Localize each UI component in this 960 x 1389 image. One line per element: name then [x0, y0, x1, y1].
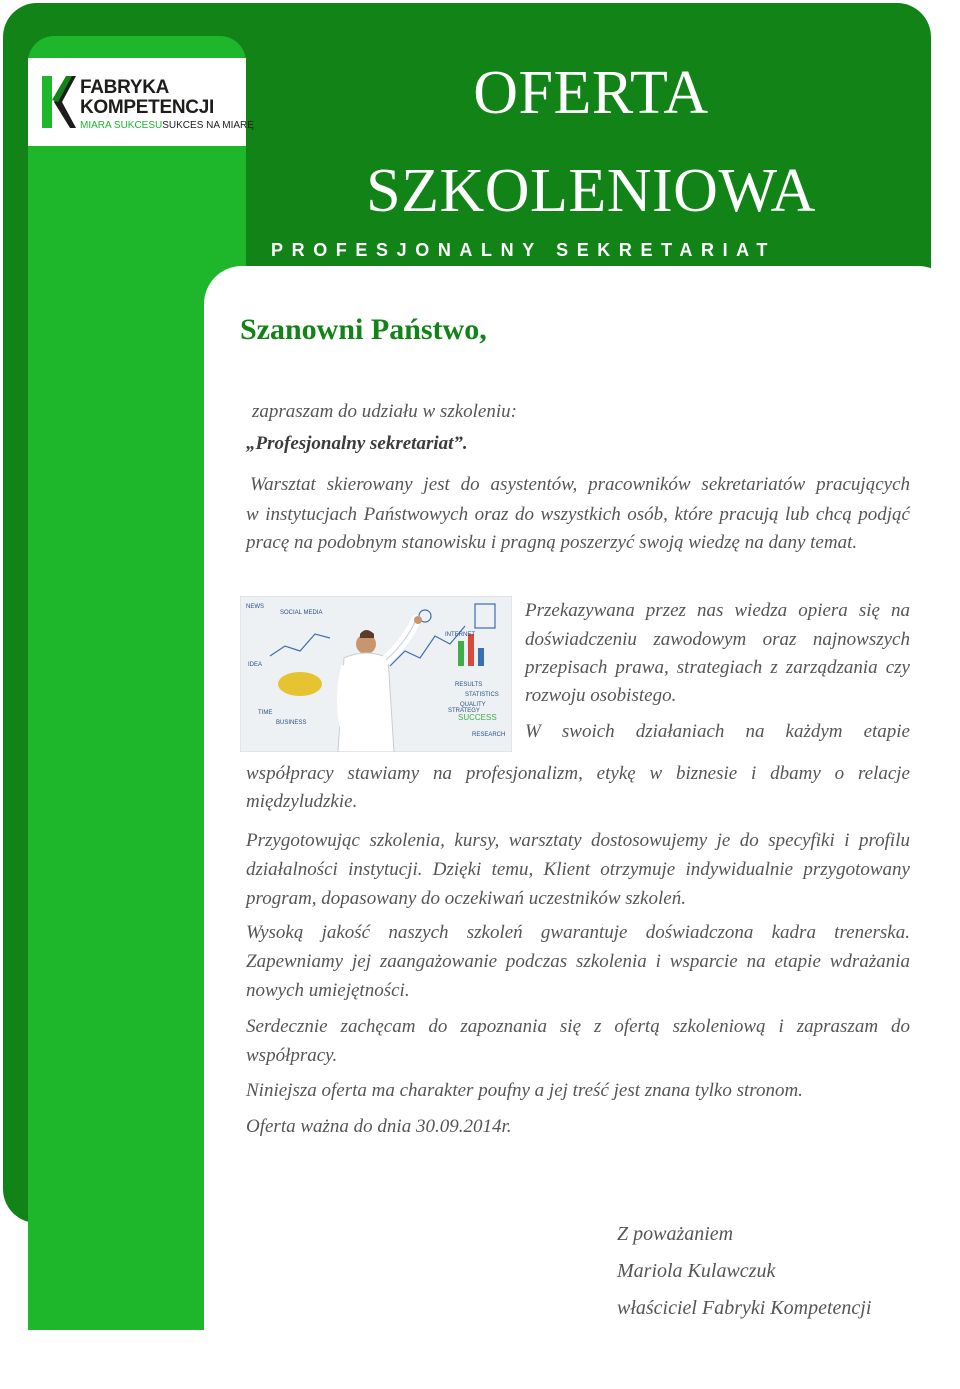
actions-paragraph-rest: współpracy stawiamy na profesjonalizm, etykę w biznesie i dbamy o relacje międzyludzkie. — [246, 763, 910, 812]
logo-k-mark-icon — [42, 72, 76, 132]
whiteboard-label: IDEA — [248, 662, 263, 668]
logo-name-line1: FABRYKA — [80, 77, 170, 98]
letter-greeting: Szanowni Państwo, — [240, 313, 487, 346]
intro-line: Warsztat skierowany jest do asystentów, pracowników sekretariatów pracujących — [250, 474, 910, 495]
page-title-line1: OFERTA — [473, 59, 709, 127]
signature-name: Mariola Kulawczuk — [617, 1260, 776, 1282]
business-whiteboard-photo — [240, 596, 512, 752]
logo-tagline — [80, 120, 254, 132]
whiteboard-label: NEWS — [246, 604, 264, 610]
knowledge-line: rozwoju osobistego. — [525, 685, 677, 706]
course-name: „Profesjonalny sekretariat”. — [246, 433, 468, 454]
whiteboard-label: STATISTICS — [465, 692, 499, 698]
signature-role: właściciel Fabryki Kompetencji — [617, 1297, 872, 1319]
quality-paragraph: Wysoką jakość naszych szkoleń gwarantuje doświadczona kadra trenerska. Zapewniamy jej zaangażowanie podczas szkolenia i wsparcie na etapie wdrażania nowych umiejętności. — [246, 922, 910, 1001]
knowledge-line: przepisach prawa, strategiach z zarządzania czy — [525, 657, 910, 678]
whiteboard-label: RESULTS — [455, 682, 483, 688]
whiteboard-label: SUCCESS — [458, 713, 497, 722]
signature-closing: Z poważaniem — [617, 1223, 734, 1245]
logo-name-line2: KOMPETENCJI — [80, 97, 214, 118]
page-title-line2: SZKOLENIOWA — [366, 157, 816, 225]
whiteboard-label: RESEARCH — [472, 732, 506, 738]
intro-line: pracę na podobnym stanowisku i pragną poszerzyć swoją wiedzę na dany temat. — [246, 532, 858, 553]
validity-note: Oferta ważna do dnia 30.09.2014r. — [246, 1116, 512, 1137]
whiteboard-label: SOCIAL MEDIA — [280, 610, 323, 616]
confidential-note: Niniejsza oferta ma charakter poufny a jej treść jest znana tylko stronom. — [246, 1080, 803, 1101]
actions-line-first: W swoich działaniach na każdym etapie — [525, 721, 910, 742]
invite-line: zapraszam do udziału w szkoleniu: — [252, 401, 517, 422]
whiteboard-label: INTERNET — [445, 632, 475, 638]
whiteboard-label: QUALITY — [460, 702, 486, 708]
logo-tagline-dark: SUKCES NA MIARĘ — [162, 120, 254, 131]
whiteboard-label: TIME — [258, 710, 273, 716]
whiteboard-label: STRATEGY — [448, 708, 480, 714]
knowledge-line: doświadczeniu zawodowym oraz najnowszych — [525, 629, 910, 650]
preparing-paragraph: Przygotowując szkolenia, kursy, warsztaty dostosowujemy je do specyfiki i profilu działalności instytucji. Dzięki temu, Klient otrzymuje indywidualnie przygotowany program, dopasowany do oczekiwań uczestników szkoleń. — [246, 830, 910, 909]
page-subtitle: PROFESJONALNY SEKRETARIAT — [271, 240, 777, 260]
company-logo — [28, 58, 254, 146]
whiteboard-label: BUSINESS — [276, 720, 307, 726]
knowledge-line: Przekazywana przez nas wiedza opiera się na — [525, 600, 910, 621]
intro-line: w instytucjach Państwowych oraz do wszystkich osób, które pracują lub chcą podjąć — [246, 504, 910, 525]
encourage-paragraph: Serdecznie zachęcam do zapoznania się z ofertą szkoleniową i zapraszam do współpracy. — [246, 1016, 910, 1066]
logo-tagline-green: MIARA SUKCESU — [80, 120, 163, 131]
